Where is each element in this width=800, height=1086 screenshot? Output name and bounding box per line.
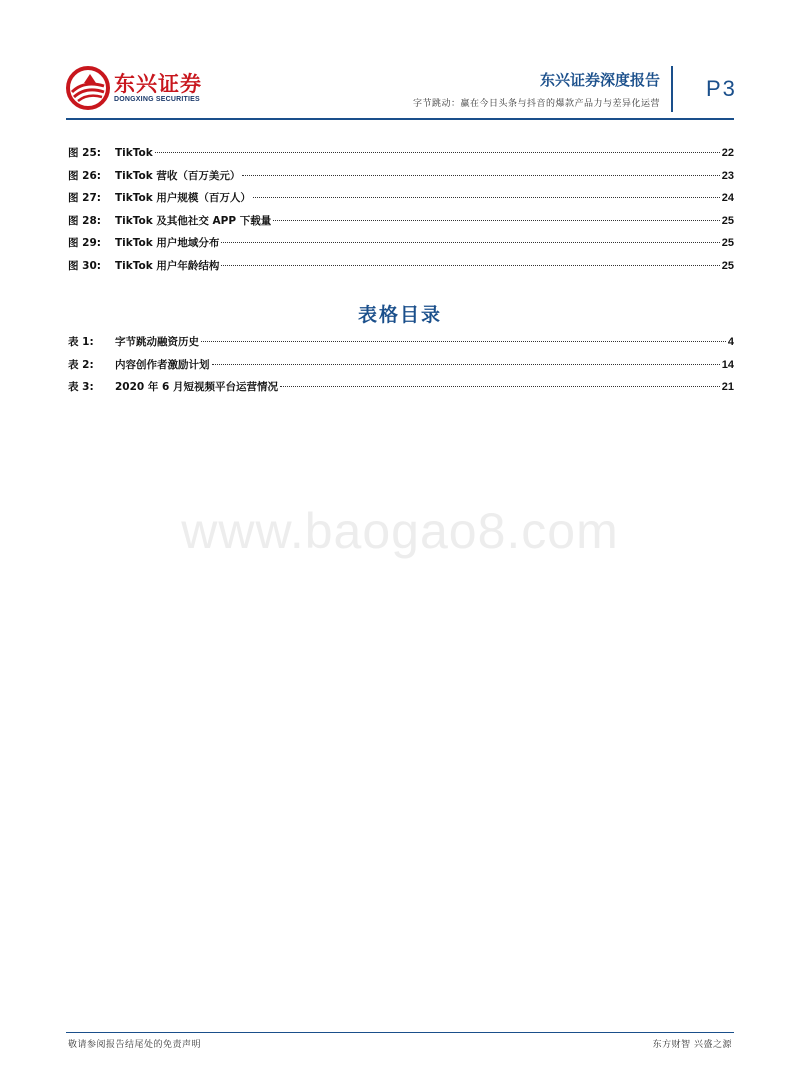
dot-leader [273,220,720,221]
figure-number: 图 29: [68,237,101,250]
table-title: 字节跳动融资历史 [115,336,199,348]
figure-title: TikTok 用户年龄结构 [115,259,220,272]
figure-page: 24 [721,192,734,205]
table-page: 4 [727,336,734,348]
table-number: 表 2: [68,358,94,371]
footer-slogan: 东方财智 兴盛之源 [652,1040,732,1050]
figure-number: 图 30: [68,259,101,272]
figure-list [68,145,734,281]
figure-page: 25 [721,259,734,272]
watermark-text: www.baogao8.com [181,503,619,559]
page-number: P3 [706,76,737,101]
figure-page: 25 [721,237,734,250]
table-entry[interactable] [68,357,734,380]
figure-number: 图 28: [68,214,101,227]
table-number: 表 3: [68,381,94,394]
company-logo [66,66,206,110]
table-page: 14 [721,358,734,371]
logo-text-cn: 东兴证券 [114,72,202,96]
table-number: 表 1: [68,336,94,348]
footer-disclaimer: 敬请参阅报告结尾处的免责声明 [68,1040,202,1050]
dot-leader [253,197,720,198]
table-page: 21 [721,381,734,394]
figure-entry[interactable] [68,213,734,236]
figure-entry[interactable] [68,235,734,258]
figure-page: 25 [721,214,734,227]
figure-entry[interactable] [68,168,734,191]
table-list [68,334,734,402]
header-divider [671,66,673,112]
figure-page: 22 [721,147,734,159]
figure-title: TikTok 营收（百万美元） [115,169,241,182]
figure-number: 图 26: [68,169,101,182]
dot-leader [201,341,726,342]
figure-entry[interactable] [68,258,734,281]
report-subtitle: 字节跳动：赢在今日头条与抖音的爆款产品力与差异化运营 [412,99,660,109]
dot-leader [242,175,719,176]
dongxing-logo-icon [66,66,110,110]
header-rule [66,118,734,120]
figure-title: TikTok 及其他社交 APP 下载量 [115,214,272,227]
figure-title: TikTok 用户地域分布 [115,237,220,250]
dot-leader [155,152,720,153]
figure-title: TikTok 用户规模（百万人） [115,192,251,205]
figure-entry[interactable] [68,190,734,213]
table-title: 内容创作者激励计划 [115,358,210,371]
figure-page: 23 [721,169,734,182]
figure-title: TikTok [115,147,153,159]
figure-number: 图 25: [68,147,101,159]
tables-section-title: 表格目录 [357,304,442,326]
report-title: 东兴证券深度报告 [539,71,660,89]
dot-leader [221,242,719,243]
dot-leader [221,265,719,266]
dot-leader [280,386,720,387]
figure-entry[interactable] [68,145,734,168]
table-title: 2020 年 6 月短视频平台运营情况 [115,381,278,394]
footer-rule [66,1032,734,1033]
table-entry[interactable] [68,379,734,402]
figure-number: 图 27: [68,192,101,205]
logo-text-en: DONGXING SECURITIES [114,96,200,103]
page-header [0,0,800,125]
dot-leader [212,364,720,365]
table-entry[interactable] [68,334,734,357]
